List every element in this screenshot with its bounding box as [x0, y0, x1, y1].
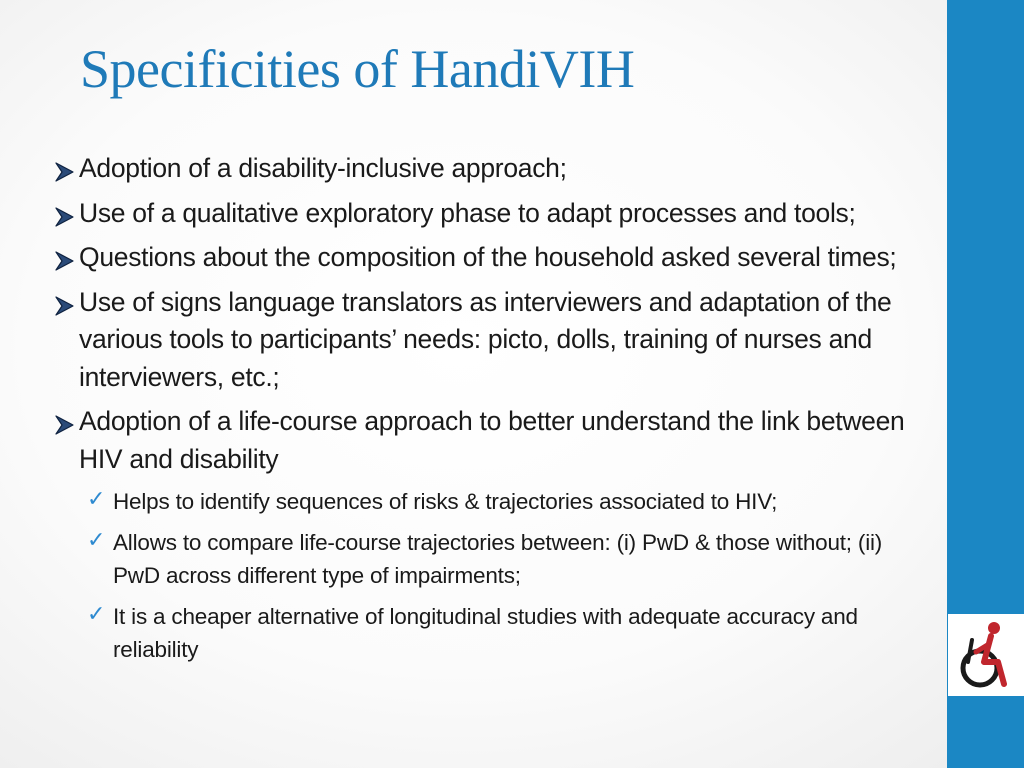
arrow-bullet-icon: [54, 296, 74, 316]
arrow-bullet-icon: [54, 207, 74, 227]
sub-bullet-text: It is a cheaper alternative of longitudinal studies with adequate accuracy and reliability: [113, 603, 858, 662]
wheelchair-logo-icon: [954, 618, 1018, 692]
sub-bullet-item: [87, 600, 923, 667]
bullet-text: Adoption of a life-course approach to better understand the link between HIV and disability: [79, 406, 905, 474]
bullet-text: Questions about the composition of the household asked several times;: [79, 242, 897, 272]
page-title: Specificities of HandiVIH: [80, 39, 635, 99]
bullet-item: [52, 150, 947, 188]
bullet-item: [52, 239, 947, 277]
bullet-text: Adoption of a disability-inclusive approach;: [79, 153, 567, 183]
checkmark-icon: ✓: [87, 601, 106, 627]
bullet-text: Use of signs language translators as interviewers and adaptation of the various tools to participants’ needs: picto, dolls, training of nurses and interviewers, etc.;: [79, 286, 892, 392]
bullet-text: Use of a qualitative exploratory phase to adapt processes and tools;: [79, 197, 856, 228]
bullet-list: [52, 150, 947, 674]
arrow-bullet-icon: [54, 162, 74, 182]
sub-bullet-item: [87, 526, 923, 593]
bullet-item: [52, 284, 947, 397]
sub-bullet-text: Allows to compare life-course trajectories between: (i) PwD & those without; (ii) PwD across different type of impairments;: [113, 529, 883, 588]
sub-bullet-item: [87, 485, 923, 519]
arrow-bullet-icon: [54, 415, 74, 435]
arrow-bullet-icon: [54, 251, 74, 271]
bullet-item: [52, 195, 947, 233]
logo: [948, 614, 1024, 696]
checkmark-icon: ✓: [87, 487, 106, 512]
checkmark-icon: ✓: [87, 527, 106, 553]
bullet-item: [52, 403, 947, 478]
sub-bullet-text: Helps to identify sequences of risks & trajectories associated to HIV;: [113, 489, 778, 514]
